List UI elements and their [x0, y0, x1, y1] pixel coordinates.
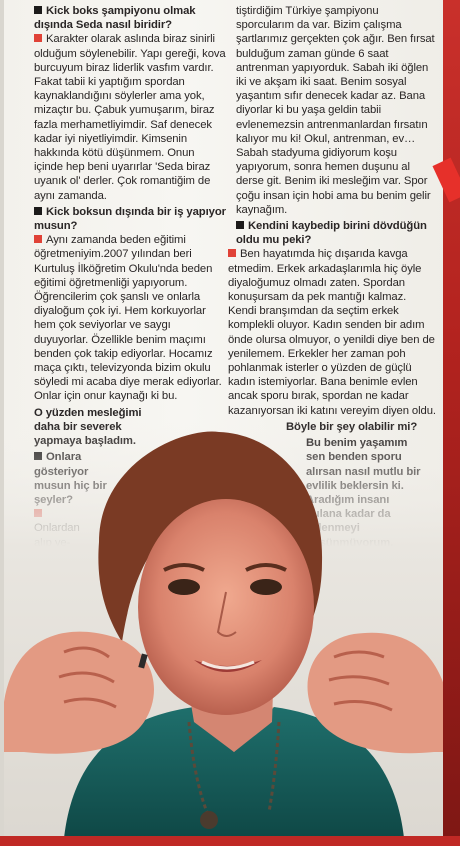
magazine-page	[4, 0, 452, 838]
answer-3-continued: tiştirdiğim Türkiye şampiyonu sporcularım da var. Bizim çalışma şartlarımız gerçekten çok ağır. Ben fırsat bulduğum zaman günde 6 saat antrenman yapıyorduk. Sabah iki öğlen iki ve akşam iki saat. Benim sosyal yaşantım sıfır denecek kadar az. Bana diyorlar ki bu yaşa geldin tabii evlenemezsin antrenmanlardan fırsatın kalıyor mu ki! Okul, antrenman, ev… Sabah stadyuma gidiyorum koşu yapıyorum, sonra hemen duşunu al derse git. Benim iki mesleğim var. Spor çoğu insan için hobi ama bu benim gelir kaynağım.	[236, 5, 435, 216]
answer-1: Karakter olarak aslında biraz sinirli olduğum söylenebilir. Yapı gereği, kova burcuyum biraz liderlik vasfım vardır. Fakat tabii ki yaptığım spordan kaynaklandığını söylerler ama yok, mizaçtır bu. Çabuk yumuşarım, biraz fazla merhametliyimdir. Saf denecek kadar iyi niyetliyimdir. Kimsenin hakkında kötü düşünmem. Onun içinde hep beni uyarırlar 'Seda biraz uyanık ol' derler. Çok romantiğim de aynı zamanda.	[34, 33, 226, 202]
question-4: Kendini kaybedip birini dövdüğün oldu mu peki?	[236, 219, 436, 247]
question-1: Kick boks şampiyonu olmak dışında Seda nasıl biridir?	[34, 4, 226, 32]
bottom-edge	[0, 836, 460, 846]
question-2: Kick boksun dışında bir iş yapıyor musun?	[34, 205, 226, 233]
answer-2: Aynı zamanda beden eğitimi öğretmeniyim.2007 yılından beri Kurtuluş İlköğretim Okulu'nda beden eğitimi öğretmenliği yapıyorum. Öğrencilerim çok şanslı ve onlarla diyaloğum çok iyi. Hem korkuyorlar hem çok seviyorlar ve saygı duyuyorlar. Özellikle benim maçımı benden çok takip ediyorlar. Hocamız maça çıktı, televizyonda bizim okulu söyledi mi acaba diye merak ediyorlar. Onlar için onur kaynağı ki bu.	[34, 233, 226, 403]
portrait-photo	[4, 422, 452, 838]
answer-4: Ben hayatımda hiç dışarıda kavga etmedim. Erkek arkadaşlarımla hiç öyle diyaloğumuz olmadı zaten. Spordan konuşursam da pek mantığı kalmaz. Kendi branşımdan da seçtim erkek komplekli oluyor. Kadın senden bir adım önde olursa olmuyor, o yenildi diye ben de yenilemem. Erkekler her zaman poh pohlanmak isterler o yüzden de güçlü kadın istemiyorlar. Bana benimle evlen ancak sporu bırak, spordan ne kadar kazanıyorsan iki katını vereyim diyen oldu.	[228, 248, 436, 417]
page-edge	[443, 0, 460, 846]
answer-2-continued: O yüzden mesleğimi	[34, 406, 142, 419]
